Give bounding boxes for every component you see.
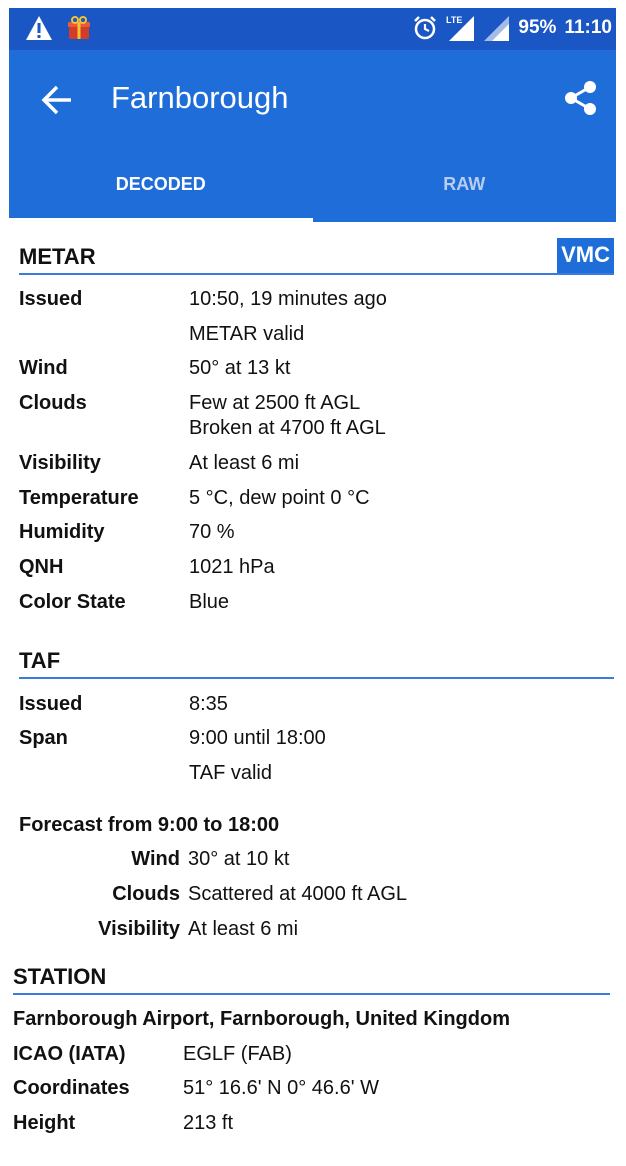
color-state-label: Color State — [19, 591, 126, 613]
section-divider — [13, 993, 610, 995]
share-icon[interactable] — [560, 78, 600, 118]
taf-span-value: 9:00 until 18:00 — [189, 727, 326, 749]
station-heading: STATION — [13, 964, 107, 989]
app-bar — [9, 50, 616, 222]
tab-raw[interactable]: RAW — [443, 174, 486, 194]
coordinates-value: 51° 16.6' N 0° 46.6' W — [183, 1077, 379, 1099]
station-section-header — [9, 942, 616, 994]
visibility-label: Visibility — [19, 452, 101, 474]
taf-issued-value: 8:35 — [189, 693, 228, 715]
svg-text:LTE: LTE — [446, 15, 463, 25]
forecast-heading: Forecast from 9:00 to 18:00 — [19, 814, 280, 836]
forecast-visibility-value: At least 6 mi — [188, 918, 299, 940]
wind-label: Wind — [19, 357, 68, 379]
warning-icon — [25, 15, 53, 41]
coordinates-label: Coordinates — [13, 1077, 130, 1099]
qnh-value: 1021 hPa — [189, 556, 275, 578]
clock-time: 11:10 — [564, 17, 612, 38]
wind-value: 50° at 13 kt — [189, 357, 291, 379]
metar-heading: METAR — [19, 244, 96, 269]
battery-percent: 95% — [518, 17, 557, 38]
lte-signal-icon — [446, 14, 476, 42]
vmc-badge: VMC — [557, 238, 614, 274]
visibility-value: At least 6 mi — [189, 452, 300, 474]
page-title: Farnborough — [111, 80, 289, 115]
icao-label: ICAO (IATA) — [13, 1043, 126, 1065]
color-state-value: Blue — [189, 591, 230, 613]
alarm-clock-icon — [412, 15, 438, 41]
tab-bar — [9, 162, 616, 222]
height-value: 213 ft — [183, 1112, 234, 1134]
forecast-wind-value: 30° at 10 kt — [188, 848, 290, 870]
status-bar — [9, 8, 616, 50]
section-divider — [19, 677, 614, 679]
app-window — [9, 8, 616, 1158]
icao-value: EGLF (FAB) — [183, 1043, 292, 1065]
taf-validity: TAF valid — [189, 762, 272, 784]
forecast-clouds-label: Clouds — [112, 883, 180, 905]
section-divider — [19, 273, 614, 275]
taf-issued-label: Issued — [19, 693, 83, 715]
temperature-label: Temperature — [19, 487, 139, 509]
issued-value: 10:50, 19 minutes ago — [189, 288, 387, 310]
humidity-value: 70 % — [189, 521, 235, 543]
qnh-label: QNH — [19, 556, 64, 578]
clouds-value-2: Broken at 4700 ft AGL — [189, 417, 386, 439]
forecast-wind-label: Wind — [131, 848, 180, 870]
taf-heading: TAF — [19, 648, 61, 673]
gift-icon — [67, 15, 91, 41]
station-name: Farnborough Airport, Farnborough, United Kingdom — [13, 1008, 510, 1030]
clouds-label: Clouds — [19, 392, 87, 414]
tab-decoded[interactable]: DECODED — [9, 162, 313, 222]
metar-section-header — [9, 222, 616, 274]
humidity-label: Humidity — [19, 521, 105, 543]
clouds-value-1: Few at 2500 ft AGL — [189, 392, 361, 414]
forecast-visibility-label: Visibility — [98, 918, 180, 940]
height-label: Height — [13, 1112, 76, 1134]
signal-strength-icon — [484, 14, 510, 42]
metar-validity: METAR valid — [189, 323, 305, 345]
back-arrow-icon[interactable] — [37, 80, 77, 120]
issued-label: Issued — [19, 288, 83, 310]
taf-span-label: Span — [19, 727, 68, 749]
temperature-value: 5 °C, dew point 0 °C — [189, 487, 370, 509]
taf-section-header — [9, 626, 616, 678]
forecast-clouds-value: Scattered at 4000 ft AGL — [188, 883, 408, 905]
